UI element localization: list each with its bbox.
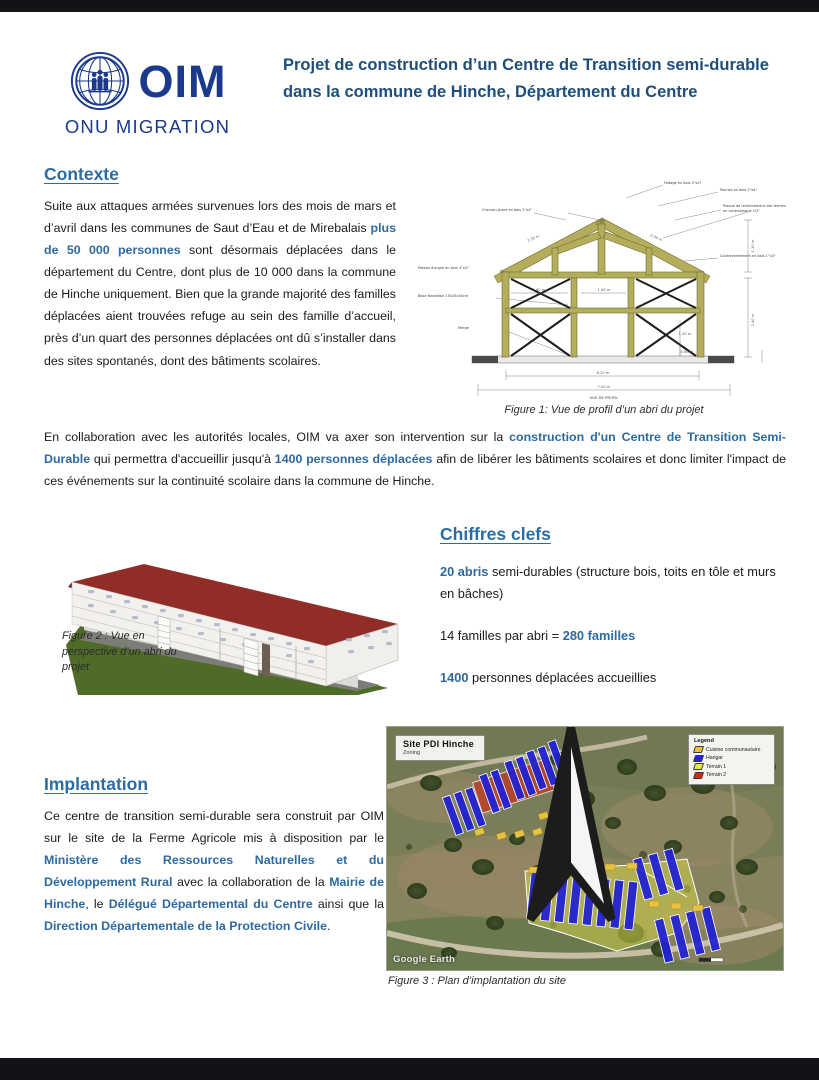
- kpi-abris: [440, 561, 785, 605]
- contexte-heading: Contexte: [44, 164, 119, 184]
- svg-text:6.20 m: 6.20 m: [596, 371, 610, 375]
- chiffres-heading: Chiffres clefs: [440, 524, 551, 544]
- figure-2-caption: Figure 2 : Vue en perspective d’un abri du projet: [62, 630, 177, 674]
- contexte-highlight: plus de 50 000 personnes: [44, 221, 396, 258]
- intervention-paragraph: [44, 426, 786, 492]
- logo-wordmark: OIM: [138, 55, 227, 107]
- north-arrow-icon: [386, 726, 769, 960]
- label-panne: Pannes en bois 2"x4": [720, 188, 758, 192]
- logo-subtitle: ONU MIGRATION: [64, 116, 231, 137]
- globe-people-icon: [69, 50, 131, 112]
- legend-label-terrain-1: Terrain 1: [706, 763, 727, 770]
- impl-highlight-delegue: Délégué Départemental du Centre: [108, 897, 313, 912]
- label-view-title: VUE DE PROFIL: [589, 395, 619, 400]
- impl-highlight-ministere: Ministère des Ressources Naturelles et du Développement Rural: [44, 853, 384, 890]
- label-merge: Merge: [458, 326, 469, 330]
- page-title: Projet de construction d’un Centre de Transition semi-durable dans la commune de Hinche, Département du Centre: [283, 56, 769, 101]
- svg-text:0.60 m: 0.60 m: [680, 350, 694, 354]
- contexte-section: [44, 164, 396, 372]
- label-plaque-2: en contreplaqué 1/2": [723, 209, 760, 213]
- google-earth-watermark: Google Earth: [393, 954, 456, 965]
- figure-1-caption: Figure 1: Vue de profil d’un abri du projet: [504, 404, 704, 416]
- legend-label-cuisine: Cuisine communautaire: [706, 746, 761, 753]
- label-faitage: Faitage en bois 2"x4": [664, 181, 702, 185]
- label-plaque: Plaque de renforcement des fermes: [723, 204, 786, 208]
- impl-highlight-mairie: Mairie de Hinche: [44, 875, 384, 912]
- svg-text:1.20 m: 1.20 m: [678, 332, 692, 336]
- chiffres-clefs-section: [440, 524, 785, 689]
- implantation-paragraph: [44, 805, 384, 937]
- bottom-letterbox-bar: [0, 1058, 819, 1080]
- kpi-familles: [440, 625, 785, 647]
- kpi-familles-text: 14 familles par abri =: [440, 628, 563, 643]
- legend-label-hangar: Hangar: [706, 755, 724, 761]
- kpi-personnes-text: personnes déplacées accueillies: [468, 670, 657, 685]
- label-fondation: Base fondation 15x25x40cm: [418, 294, 469, 298]
- svg-text:2.30 m: 2.30 m: [649, 233, 663, 243]
- kpi-abris-text: semi-durables (structure bois, toits en tôle et murs en bâches): [440, 564, 776, 601]
- impl-highlight-direction: Direction Départementale de la Protection Civile: [44, 919, 328, 934]
- document-page: [0, 12, 819, 1058]
- implantation-section: [44, 774, 384, 937]
- legend-title: Legend: [694, 738, 714, 744]
- impl-text-d: ainsi que la: [312, 897, 384, 912]
- figure-3: [386, 726, 784, 987]
- impl-text-e: .: [327, 919, 331, 934]
- map-subtitle-text: Zoning: [403, 749, 421, 756]
- legend-label-terrain-2: Terrain 2: [706, 772, 727, 778]
- implantation-heading: Implantation: [44, 774, 149, 794]
- impl-text-a: Ce centre de transition semi-durable sera construit par OIM sur le site de la Ferme Agricole mis à disposition par le: [44, 809, 384, 846]
- map-title-text: Site PDI Hinche: [403, 739, 474, 749]
- svg-text:1.60 m: 1.60 m: [597, 288, 611, 292]
- shelter-section-drawing: [418, 180, 790, 402]
- figure-1: [418, 180, 790, 416]
- top-letterbox-bar: [0, 0, 819, 12]
- para2-highlight-1: construction d'un Centre de Transition Semi-Durable: [44, 430, 786, 467]
- svg-text:2.30 m: 2.30 m: [526, 234, 540, 243]
- para2-text-a: En collaboration avec les autorités locales, OIM va axer son intervention sur la: [44, 430, 510, 444]
- kpi-personnes: [440, 667, 785, 689]
- site-plan-map[interactable]: [386, 726, 784, 971]
- svg-text:2.40 m: 2.40 m: [751, 313, 755, 327]
- contexte-text-a: Suite aux attaques armées survenues lors des mois de mars et d’avril dans les communes de Saut d’Eau et de Mirebalais: [44, 199, 396, 236]
- svg-text:1.60 m: 1.60 m: [532, 288, 546, 292]
- label-contreventement: Contreventement en bois 1"x4": [720, 254, 776, 258]
- oim-logo: [40, 48, 255, 138]
- figure-3-caption: Figure 3 : Plan d’implantation du site: [388, 975, 566, 987]
- document-header: [40, 48, 785, 152]
- svg-text:1.30 m: 1.30 m: [751, 239, 755, 253]
- para2-text-c: afin de libérer les bâtiments scolaires et donc limiter l'impact de ces événements sur la continuité scolaire dans la commune de Hinche.: [44, 452, 786, 489]
- svg-text:7.00 m: 7.00 m: [597, 385, 611, 389]
- impl-text-b: avec la collaboration de la: [172, 875, 330, 890]
- kpi-familles-value: 280 familles: [562, 628, 636, 643]
- intervention-paragraph-block: [44, 426, 786, 492]
- impl-text-c: , le: [85, 897, 109, 912]
- para2-highlight-2: 1400 personnes déplacées: [274, 452, 433, 467]
- contexte-paragraph: [44, 195, 396, 372]
- label-poteau: Poteau d'angle en bois 4"x4": [418, 266, 469, 270]
- contexte-text-b: sont désormais déplacées dans le département du Centre, dont plus de 10 000 dans la commune de Hinche uniquement. Bien que la grande majorité des familles déplacées aient trouvées refuge au sein des famille d’accueil, près d’un quart des personnes déplacées ont dû s’installer dans des sites spontanés, dont des bâtiments scolaires.: [44, 243, 396, 368]
- para2-text-b: qui permettra d'accueillir jusqu'à: [90, 452, 275, 467]
- label-chevron: Chevron-Arbre en bois 2"x4": [482, 208, 532, 212]
- kpi-abris-value: 20 abris: [440, 564, 489, 579]
- kpi-personnes-value: 1400: [440, 670, 469, 685]
